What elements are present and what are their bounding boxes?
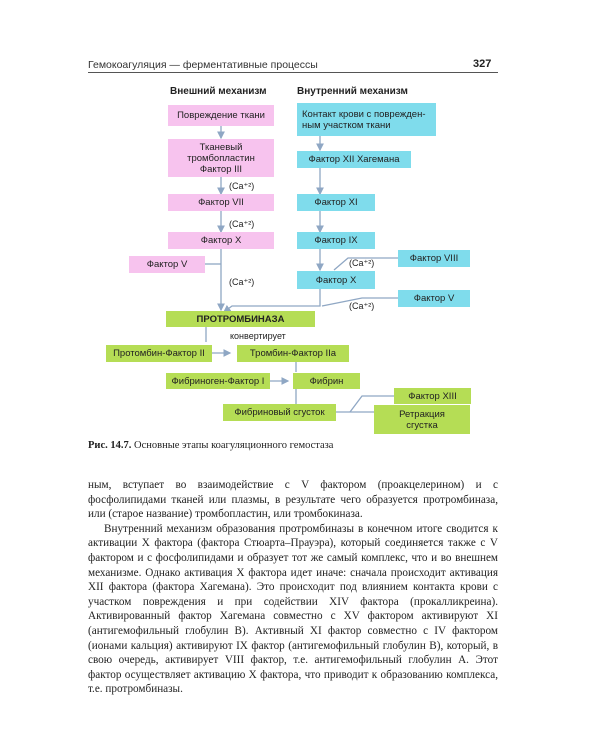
contact-line-2: ным участком ткани — [302, 119, 391, 131]
box-factor-xiii: Фактор XIII — [394, 388, 471, 404]
calcium-label-3: (Ca⁺²) — [229, 277, 255, 287]
box-fibrin-clot: Фибриновый сгусток — [223, 404, 336, 421]
caption-label: Рис. 14.7. — [88, 440, 132, 451]
thromboplastin-line-2: тромбопластин — [187, 152, 255, 164]
box-fibrinogen: Фибриноген-Фактор I — [166, 373, 270, 389]
box-clot-retraction — [374, 405, 470, 434]
box-prothrombinase: ПРОТРОМБИНАЗА — [166, 311, 315, 327]
caption-text: Основные этапы коагуляционного гемостаза — [131, 440, 334, 451]
paragraph-1: ным, вступает во взаимодействие с V фактором (проакцелерином) и с фосфолипидами тканей или плазмы, в результате чего образуется протромбиназа, или (старое название) тромбопластин, или тромбокиназа. — [88, 479, 498, 521]
calcium-label-1: (Ca⁺²) — [229, 181, 255, 191]
thromboplastin-line-1: Тканевый — [199, 141, 243, 153]
calcium-label-2: (Ca⁺²) — [229, 219, 255, 229]
box-factor-ix: Фактор IX — [297, 232, 375, 249]
box-contact — [297, 103, 436, 136]
retraction-line-1: Ретракция — [399, 408, 445, 420]
arrow-x-int-to-prothrombinase — [224, 289, 320, 312]
figure-caption — [88, 440, 333, 451]
box-factor-vii: Фактор VII — [168, 194, 274, 211]
box-factor-viii: Фактор VIII — [398, 250, 470, 267]
box-fibrin: Фибрин — [293, 373, 360, 389]
calcium-label-5: (Ca⁺²) — [349, 301, 375, 311]
box-factor-xii: Фактор XII Хагемана — [297, 151, 411, 168]
box-thrombin: Тромбин-Фактор IIa — [237, 345, 349, 362]
converts-label: конвертирует — [230, 331, 286, 341]
box-tissue-damage: Повреждение ткани — [168, 105, 274, 126]
box-factor-v-left: Фактор V — [129, 256, 205, 273]
page-number: 327 — [473, 58, 492, 70]
contact-line-1: Контакт крови с поврежден- — [302, 108, 426, 120]
paragraph-2: Внутренний механизм образования протромбиназы в конечном итоге сводится к активации X фактора (фактора Стюарта–Прауэра), который соединяется также с V фактором и с фосфолипидами и образует тот же самый комплекс, что и во внешнем механизме. Однако активация X фактора идет иначе: сначала происходит активация XII фактора (фактора Хагемана). Это происходит под влиянием контакта крови с участком повреждения и при содействии XIV фактора (прокалликреина). Активированный фактор Хагемана совместно с XV фактором активируют XI (антигемофильный глобулин В). Активный XI фактор совместно с IV фактором (ионами кальция) активируют IX фактор (антигемофильный глобулин В), который, в свою очередь, активирует VIII фактор, т.е. антигемофильный глобулин А. Этот фактор осуществляет активацию X фактора, что приводит к образованию комплекса, т.е. протромбиназы. — [88, 522, 498, 696]
thromboplastin-line-3: Фактор III — [199, 163, 243, 175]
body-text — [88, 478, 498, 697]
retraction-line-2: сгустка — [406, 419, 438, 431]
box-factor-x-extrinsic: Фактор X — [168, 232, 274, 249]
running-header-title: Гемокоагуляция — ферментативные процессы — [88, 59, 318, 71]
extrinsic-title: Внешний механизм — [170, 86, 267, 97]
intrinsic-title: Внутренний механизм — [297, 86, 408, 97]
box-factor-x-intrinsic: Фактор X — [297, 271, 375, 289]
box-factor-v-right: Фактор V — [398, 290, 470, 307]
box-factor-xi: Фактор XI — [297, 194, 375, 211]
box-tissue-thromboplastin — [168, 139, 274, 177]
calcium-label-4: (Ca⁺²) — [349, 258, 375, 268]
box-prothrombin: Протомбин-Фактор II — [106, 345, 212, 362]
